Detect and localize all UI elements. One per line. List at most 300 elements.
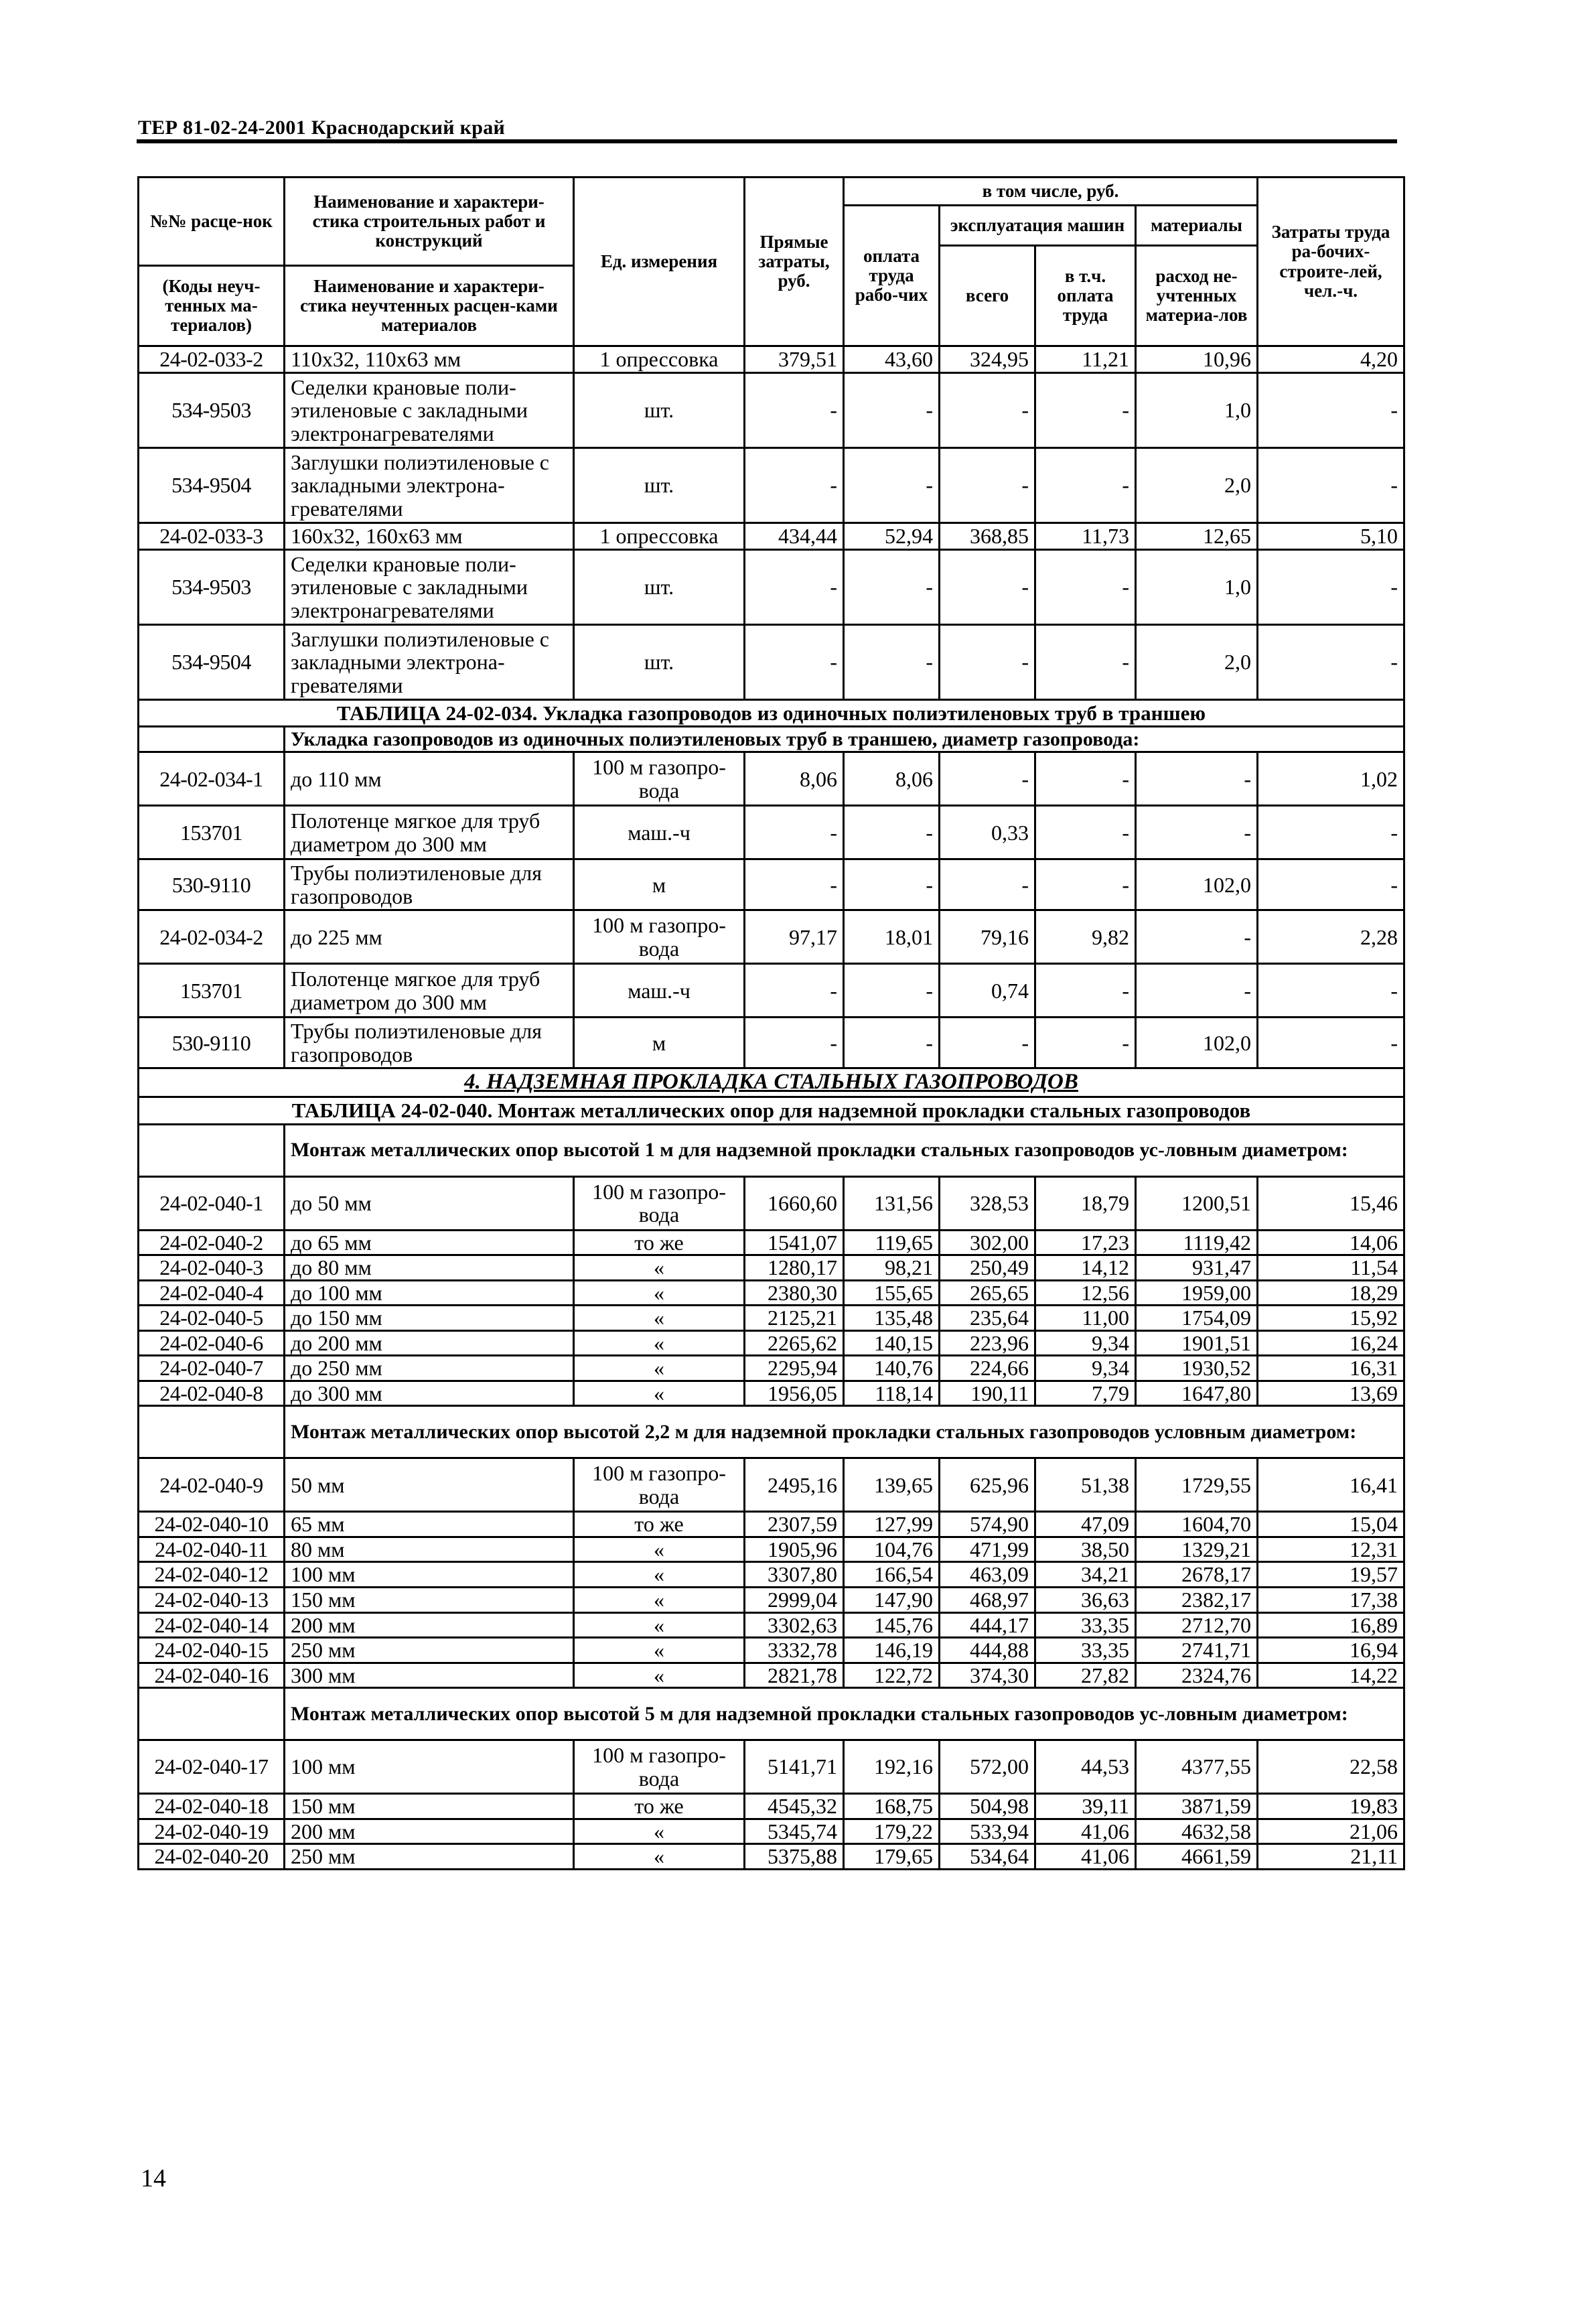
material-name: Полотенце мягкое для труб диаметром до 300 мм — [285, 806, 574, 859]
machine-labor: - — [1035, 806, 1136, 859]
unit: « — [574, 1588, 745, 1613]
rate-code: 24-02-040-12 — [139, 1562, 285, 1588]
machine-labor: - — [1035, 964, 1136, 1018]
unit: « — [574, 1819, 745, 1844]
rate-code: 24-02-040-7 — [139, 1356, 285, 1381]
rate-code: 24-02-040-14 — [139, 1612, 285, 1638]
materials: 1,0 — [1136, 550, 1258, 625]
machine-labor: 11,00 — [1035, 1306, 1136, 1331]
work-name: 150 мм — [285, 1588, 574, 1613]
direct-cost: 1905,96 — [745, 1537, 844, 1562]
group-title-row — [139, 1124, 1404, 1176]
rate-code: 24-02-040-2 — [139, 1230, 285, 1255]
machine-total: 444,17 — [940, 1612, 1035, 1638]
page-number: 14 — [141, 2164, 166, 2192]
labor-pay: 140,76 — [844, 1356, 940, 1381]
table-row — [139, 1458, 1404, 1512]
machine-labor: - — [1035, 550, 1136, 625]
direct-cost: 5345,74 — [745, 1819, 844, 1844]
labor-cost: 15,92 — [1258, 1306, 1404, 1331]
material-name: Седелки крановые поли-этиленовые с закладными электронагревателями — [285, 550, 574, 625]
rate-code: 24-02-040-11 — [139, 1537, 285, 1562]
direct-cost: 4545,32 — [745, 1794, 844, 1819]
machine-labor: - — [1035, 859, 1136, 910]
labor-cost: - — [1258, 964, 1404, 1018]
labor-pay: 43,60 — [844, 346, 940, 373]
materials: 1647,80 — [1136, 1381, 1258, 1406]
labor-pay: - — [844, 625, 940, 700]
table-row — [139, 625, 1404, 700]
table-row — [139, 1018, 1404, 1068]
labor-pay: - — [844, 550, 940, 625]
machine-labor: 36,63 — [1035, 1588, 1136, 1613]
labor-pay: 147,90 — [844, 1588, 940, 1613]
table-row — [139, 1844, 1404, 1870]
table-row — [139, 1381, 1404, 1406]
table-row — [139, 1537, 1404, 1562]
materials: 4377,55 — [1136, 1740, 1258, 1794]
work-name: до 50 мм — [285, 1176, 574, 1230]
materials: 2382,17 — [1136, 1588, 1258, 1613]
table-034-group: Укладка газопроводов из одиночных полиэтиленовых труб в траншею, диаметр газопровода: — [285, 727, 1404, 752]
rate-code: 24-02-040-4 — [139, 1280, 285, 1306]
table-title-row — [139, 700, 1404, 727]
table-row — [139, 1330, 1404, 1356]
unit: шт. — [574, 550, 745, 625]
table-row — [139, 752, 1404, 806]
unit: 100 м газопро-вода — [574, 752, 745, 806]
header-labor-cost: Затраты труда ра-бочих-строите-лей, чел.-ч. — [1258, 178, 1404, 346]
group-title-row — [139, 1406, 1404, 1458]
machine-total: - — [940, 752, 1035, 806]
direct-cost: 2125,21 — [745, 1306, 844, 1331]
materials: 931,47 — [1136, 1255, 1258, 1281]
group-1m-title: Монтаж металлических опор высотой 1 м для надземной прокладки стальных газопроводов ус-ловным диаметром: — [285, 1124, 1404, 1176]
machine-total: 471,99 — [940, 1537, 1035, 1562]
work-name: 300 мм — [285, 1663, 574, 1688]
unit: « — [574, 1306, 745, 1331]
labor-pay: - — [844, 859, 940, 910]
labor-cost: 16,41 — [1258, 1458, 1404, 1512]
unit: 100 м газопро-вода — [574, 910, 745, 964]
direct-cost: - — [745, 859, 844, 910]
unit: м — [574, 859, 745, 910]
labor-pay: 122,72 — [844, 1663, 940, 1688]
labor-pay: 179,22 — [844, 1819, 940, 1844]
machine-labor: - — [1035, 1018, 1136, 1068]
machine-labor: 38,50 — [1035, 1537, 1136, 1562]
section-title-row — [139, 1068, 1404, 1097]
unit: то же — [574, 1794, 745, 1819]
work-name: до 150 мм — [285, 1306, 574, 1331]
machine-labor: - — [1035, 752, 1136, 806]
labor-cost: 15,46 — [1258, 1176, 1404, 1230]
direct-cost: - — [745, 448, 844, 523]
table-row — [139, 1638, 1404, 1663]
labor-cost: 22,58 — [1258, 1740, 1404, 1794]
machine-total: - — [940, 625, 1035, 700]
material-code: 534-9503 — [139, 373, 285, 448]
labor-cost: - — [1258, 859, 1404, 910]
machine-labor: 34,21 — [1035, 1562, 1136, 1588]
work-name: 250 мм — [285, 1638, 574, 1663]
machine-labor: 7,79 — [1035, 1381, 1136, 1406]
materials: 12,65 — [1136, 523, 1258, 550]
labor-pay: - — [844, 1018, 940, 1068]
table-row — [139, 1740, 1404, 1794]
machine-total: 190,11 — [940, 1381, 1035, 1406]
direct-cost: 2821,78 — [745, 1663, 844, 1688]
machine-total: 79,16 — [940, 910, 1035, 964]
direct-cost: 2265,62 — [745, 1330, 844, 1356]
material-name: Седелки крановые поли-этиленовые с закладными электронагревателями — [285, 373, 574, 448]
direct-cost: 3302,63 — [745, 1612, 844, 1638]
labor-pay: 119,65 — [844, 1230, 940, 1255]
empty-cell — [139, 1124, 285, 1176]
unit: « — [574, 1537, 745, 1562]
materials: 102,0 — [1136, 859, 1258, 910]
materials: 1604,70 — [1136, 1512, 1258, 1537]
labor-cost: 11,54 — [1258, 1255, 1404, 1281]
labor-pay: 192,16 — [844, 1740, 940, 1794]
machine-labor: 12,56 — [1035, 1280, 1136, 1306]
machine-labor: 11,21 — [1035, 346, 1136, 373]
rate-code: 24-02-040-13 — [139, 1588, 285, 1613]
group-5m-title: Монтаж металлических опор высотой 5 м для надземной прокладки стальных газопроводов ус-ловным диаметром: — [285, 1688, 1404, 1740]
direct-cost: 2307,59 — [745, 1512, 844, 1537]
machine-labor: 41,06 — [1035, 1844, 1136, 1870]
material-code: 534-9504 — [139, 625, 285, 700]
unit: шт. — [574, 625, 745, 700]
work-name: до 300 мм — [285, 1381, 574, 1406]
materials: 2,0 — [1136, 448, 1258, 523]
unit: « — [574, 1638, 745, 1663]
materials: 1729,55 — [1136, 1458, 1258, 1512]
machine-labor: 14,12 — [1035, 1255, 1136, 1281]
machine-labor: 9,34 — [1035, 1356, 1136, 1381]
table-row — [139, 1819, 1404, 1844]
direct-cost: 434,44 — [745, 523, 844, 550]
machine-total: 328,53 — [940, 1176, 1035, 1230]
direct-cost: 1541,07 — [745, 1230, 844, 1255]
work-name: до 65 мм — [285, 1230, 574, 1255]
material-name: Трубы полиэтиленовые для газопроводов — [285, 859, 574, 910]
labor-cost: 16,94 — [1258, 1638, 1404, 1663]
rate-code: 24-02-040-3 — [139, 1255, 285, 1281]
header-machine-labor: в т.ч. оплата труда — [1035, 246, 1136, 346]
header-code-bottom: (Коды неуч-тенных ма-териалов) — [139, 266, 285, 346]
machine-labor: - — [1035, 373, 1136, 448]
machine-total: - — [940, 448, 1035, 523]
materials: 102,0 — [1136, 1018, 1258, 1068]
materials: 10,96 — [1136, 346, 1258, 373]
direct-cost: - — [745, 1018, 844, 1068]
materials: 3871,59 — [1136, 1794, 1258, 1819]
table-row — [139, 859, 1404, 910]
work-name: до 225 мм — [285, 910, 574, 964]
labor-cost: 17,38 — [1258, 1588, 1404, 1613]
direct-cost: 5141,71 — [745, 1740, 844, 1794]
machine-total: 534,64 — [940, 1844, 1035, 1870]
table-row — [139, 1280, 1404, 1306]
machine-total: 324,95 — [940, 346, 1035, 373]
materials: - — [1136, 752, 1258, 806]
rate-code: 24-02-040-1 — [139, 1176, 285, 1230]
work-name: до 250 мм — [285, 1356, 574, 1381]
unit: то же — [574, 1512, 745, 1537]
machine-labor: 44,53 — [1035, 1740, 1136, 1794]
machine-total: - — [940, 373, 1035, 448]
materials: - — [1136, 964, 1258, 1018]
labor-pay: 155,65 — [844, 1280, 940, 1306]
labor-pay: 135,48 — [844, 1306, 940, 1331]
labor-pay: 18,01 — [844, 910, 940, 964]
table-row — [139, 1794, 1404, 1819]
rate-code: 24-02-040-18 — [139, 1794, 285, 1819]
table-row — [139, 1612, 1404, 1638]
group-22m-title: Монтаж металлических опор высотой 2,2 м для надземной прокладки стальных газопроводов условным диаметром: — [285, 1406, 1404, 1458]
machine-labor: 51,38 — [1035, 1458, 1136, 1512]
table-header — [139, 178, 1404, 346]
machine-total: 444,88 — [940, 1638, 1035, 1663]
table-row — [139, 550, 1404, 625]
work-name: до 200 мм — [285, 1330, 574, 1356]
machine-total: 250,49 — [940, 1255, 1035, 1281]
labor-cost: 14,06 — [1258, 1230, 1404, 1255]
direct-cost: 2999,04 — [745, 1588, 844, 1613]
materials: 1930,52 — [1136, 1356, 1258, 1381]
empty-cell — [139, 1406, 285, 1458]
machine-labor: 27,82 — [1035, 1663, 1136, 1688]
unit: то же — [574, 1230, 745, 1255]
machine-total: 235,64 — [940, 1306, 1035, 1331]
material-name: Заглушки полиэтиленовые с закладными электрона-гревателями — [285, 448, 574, 523]
material-code: 534-9503 — [139, 550, 285, 625]
machine-total: 533,94 — [940, 1819, 1035, 1844]
machine-labor: - — [1035, 625, 1136, 700]
table-row — [139, 523, 1404, 550]
unit: маш.-ч — [574, 806, 745, 859]
machine-total: - — [940, 1018, 1035, 1068]
unit: 100 м газопро-вода — [574, 1176, 745, 1230]
materials: 4632,58 — [1136, 1819, 1258, 1844]
materials: 2678,17 — [1136, 1562, 1258, 1588]
machine-total: 574,90 — [940, 1512, 1035, 1537]
labor-pay: 146,19 — [844, 1638, 940, 1663]
labor-cost: 18,29 — [1258, 1280, 1404, 1306]
price-table — [137, 176, 1405, 1870]
materials: 1901,51 — [1136, 1330, 1258, 1356]
header-direct-cost: Прямые затраты, руб. — [745, 178, 844, 346]
machine-labor: 47,09 — [1035, 1512, 1136, 1537]
header-materials: материалы — [1136, 206, 1258, 246]
table-title-row — [139, 1097, 1404, 1124]
machine-labor: 33,35 — [1035, 1612, 1136, 1638]
table-row — [139, 1512, 1404, 1537]
header-including: в том числе, руб. — [844, 178, 1258, 206]
labor-cost: - — [1258, 373, 1404, 448]
header-name-bottom: Наименование и характери-стика неучтенных расцен-ками материалов — [285, 266, 574, 346]
group-title-row — [139, 727, 1404, 752]
labor-pay: 8,06 — [844, 752, 940, 806]
labor-pay: 140,15 — [844, 1330, 940, 1356]
work-name: до 110 мм — [285, 752, 574, 806]
materials: 1200,51 — [1136, 1176, 1258, 1230]
labor-cost: 13,69 — [1258, 1381, 1404, 1406]
direct-cost: 379,51 — [745, 346, 844, 373]
unit: « — [574, 1663, 745, 1688]
table-row — [139, 1562, 1404, 1588]
work-name: 100 мм — [285, 1740, 574, 1794]
work-name: 200 мм — [285, 1612, 574, 1638]
labor-pay: - — [844, 964, 940, 1018]
table-row — [139, 1255, 1404, 1281]
rate-code: 24-02-040-20 — [139, 1844, 285, 1870]
labor-cost: 12,31 — [1258, 1537, 1404, 1562]
machine-labor: 17,23 — [1035, 1230, 1136, 1255]
machine-total: - — [940, 550, 1035, 625]
labor-pay: 166,54 — [844, 1562, 940, 1588]
machine-total: 265,65 — [940, 1280, 1035, 1306]
unit: 1 опрессовка — [574, 346, 745, 373]
unit: « — [574, 1612, 745, 1638]
table-row — [139, 910, 1404, 964]
work-name: до 80 мм — [285, 1255, 574, 1281]
table-row — [139, 1588, 1404, 1613]
labor-cost: 14,22 — [1258, 1663, 1404, 1688]
labor-pay: 168,75 — [844, 1794, 940, 1819]
materials: 4661,59 — [1136, 1844, 1258, 1870]
materials: 2741,71 — [1136, 1638, 1258, 1663]
unit: « — [574, 1330, 745, 1356]
labor-pay: 52,94 — [844, 523, 940, 550]
direct-cost: 5375,88 — [745, 1844, 844, 1870]
direct-cost: 2380,30 — [745, 1280, 844, 1306]
work-name: 80 мм — [285, 1537, 574, 1562]
material-name: Заглушки полиэтиленовые с закладными электрона-гревателями — [285, 625, 574, 700]
rate-code: 24-02-040-8 — [139, 1381, 285, 1406]
labor-cost: - — [1258, 550, 1404, 625]
rate-code: 24-02-034-2 — [139, 910, 285, 964]
labor-pay: - — [844, 373, 940, 448]
material-code: 534-9504 — [139, 448, 285, 523]
direct-cost: - — [745, 373, 844, 448]
header-rule — [137, 139, 1397, 143]
direct-cost: 2295,94 — [745, 1356, 844, 1381]
labor-cost: 16,31 — [1258, 1356, 1404, 1381]
materials: 2,0 — [1136, 625, 1258, 700]
materials: 1,0 — [1136, 373, 1258, 448]
table-040-title: ТАБЛИЦА 24-02-040. Монтаж металлических опор для надземной прокладки стальных газопроводов — [139, 1097, 1404, 1124]
unit: « — [574, 1381, 745, 1406]
header-labor-pay: оплата труда рабо-чих — [844, 206, 940, 346]
direct-cost: - — [745, 806, 844, 859]
empty-cell — [139, 727, 285, 752]
machine-labor: 39,11 — [1035, 1794, 1136, 1819]
rate-code: 24-02-040-6 — [139, 1330, 285, 1356]
table-row — [139, 346, 1404, 373]
header-materials-unaccounted: расход не-учтенных материа-лов — [1136, 246, 1258, 346]
work-name: 150 мм — [285, 1794, 574, 1819]
labor-pay: 131,56 — [844, 1176, 940, 1230]
labor-pay: 145,76 — [844, 1612, 940, 1638]
direct-cost: 3307,80 — [745, 1562, 844, 1588]
table-row — [139, 1663, 1404, 1688]
materials: 2712,70 — [1136, 1612, 1258, 1638]
rate-code: 24-02-040-5 — [139, 1306, 285, 1331]
labor-cost: - — [1258, 806, 1404, 859]
labor-pay: 127,99 — [844, 1512, 940, 1537]
labor-cost: 19,83 — [1258, 1794, 1404, 1819]
section-4-title: 4. НАДЗЕМНАЯ ПРОКЛАДКА СТАЛЬНЫХ ГАЗОПРОВОДОВ — [139, 1068, 1404, 1097]
direct-cost: - — [745, 625, 844, 700]
material-name: Трубы полиэтиленовые для газопроводов — [285, 1018, 574, 1068]
rate-code: 24-02-040-10 — [139, 1512, 285, 1537]
unit: маш.-ч — [574, 964, 745, 1018]
unit: « — [574, 1844, 745, 1870]
unit: « — [574, 1356, 745, 1381]
machine-total: 224,66 — [940, 1356, 1035, 1381]
table-row — [139, 448, 1404, 523]
machine-total: - — [940, 859, 1035, 910]
direct-cost: 1956,05 — [745, 1381, 844, 1406]
labor-cost: 19,57 — [1258, 1562, 1404, 1588]
unit: м — [574, 1018, 745, 1068]
work-name: 100 мм — [285, 1562, 574, 1588]
direct-cost: - — [745, 550, 844, 625]
labor-pay: 118,14 — [844, 1381, 940, 1406]
machine-total: 374,30 — [940, 1663, 1035, 1688]
work-name: 65 мм — [285, 1512, 574, 1537]
group-title-row — [139, 1688, 1404, 1740]
rate-code: 24-02-040-15 — [139, 1638, 285, 1663]
machine-labor: 9,82 — [1035, 910, 1136, 964]
labor-cost: - — [1258, 448, 1404, 523]
table-row — [139, 1356, 1404, 1381]
unit: « — [574, 1280, 745, 1306]
machine-labor: - — [1035, 448, 1136, 523]
rate-code: 24-02-033-3 — [139, 523, 285, 550]
work-name: 250 мм — [285, 1844, 574, 1870]
machine-total: 463,09 — [940, 1562, 1035, 1588]
material-code: 530-9110 — [139, 859, 285, 910]
labor-pay: 98,21 — [844, 1255, 940, 1281]
rate-code: 24-02-034-1 — [139, 752, 285, 806]
direct-cost: 8,06 — [745, 752, 844, 806]
unit: 100 м газопро-вода — [574, 1740, 745, 1794]
materials: 1959,00 — [1136, 1280, 1258, 1306]
rate-code: 24-02-040-9 — [139, 1458, 285, 1512]
machine-total: 504,98 — [940, 1794, 1035, 1819]
machine-total: 223,96 — [940, 1330, 1035, 1356]
labor-cost: 1,02 — [1258, 752, 1404, 806]
machine-labor: 11,73 — [1035, 523, 1136, 550]
table-row — [139, 1176, 1404, 1230]
rate-code: 24-02-040-19 — [139, 1819, 285, 1844]
work-name: 200 мм — [285, 1819, 574, 1844]
machine-labor: 41,06 — [1035, 1819, 1136, 1844]
unit: « — [574, 1255, 745, 1281]
direct-cost: 3332,78 — [745, 1638, 844, 1663]
machine-total: 572,00 — [940, 1740, 1035, 1794]
table-row — [139, 964, 1404, 1018]
direct-cost: 97,17 — [745, 910, 844, 964]
material-name: Полотенце мягкое для труб диаметром до 300 мм — [285, 964, 574, 1018]
work-name: 50 мм — [285, 1458, 574, 1512]
header-code-top: №№ расце-нок — [139, 178, 285, 266]
material-code: 153701 — [139, 806, 285, 859]
labor-pay: - — [844, 448, 940, 523]
